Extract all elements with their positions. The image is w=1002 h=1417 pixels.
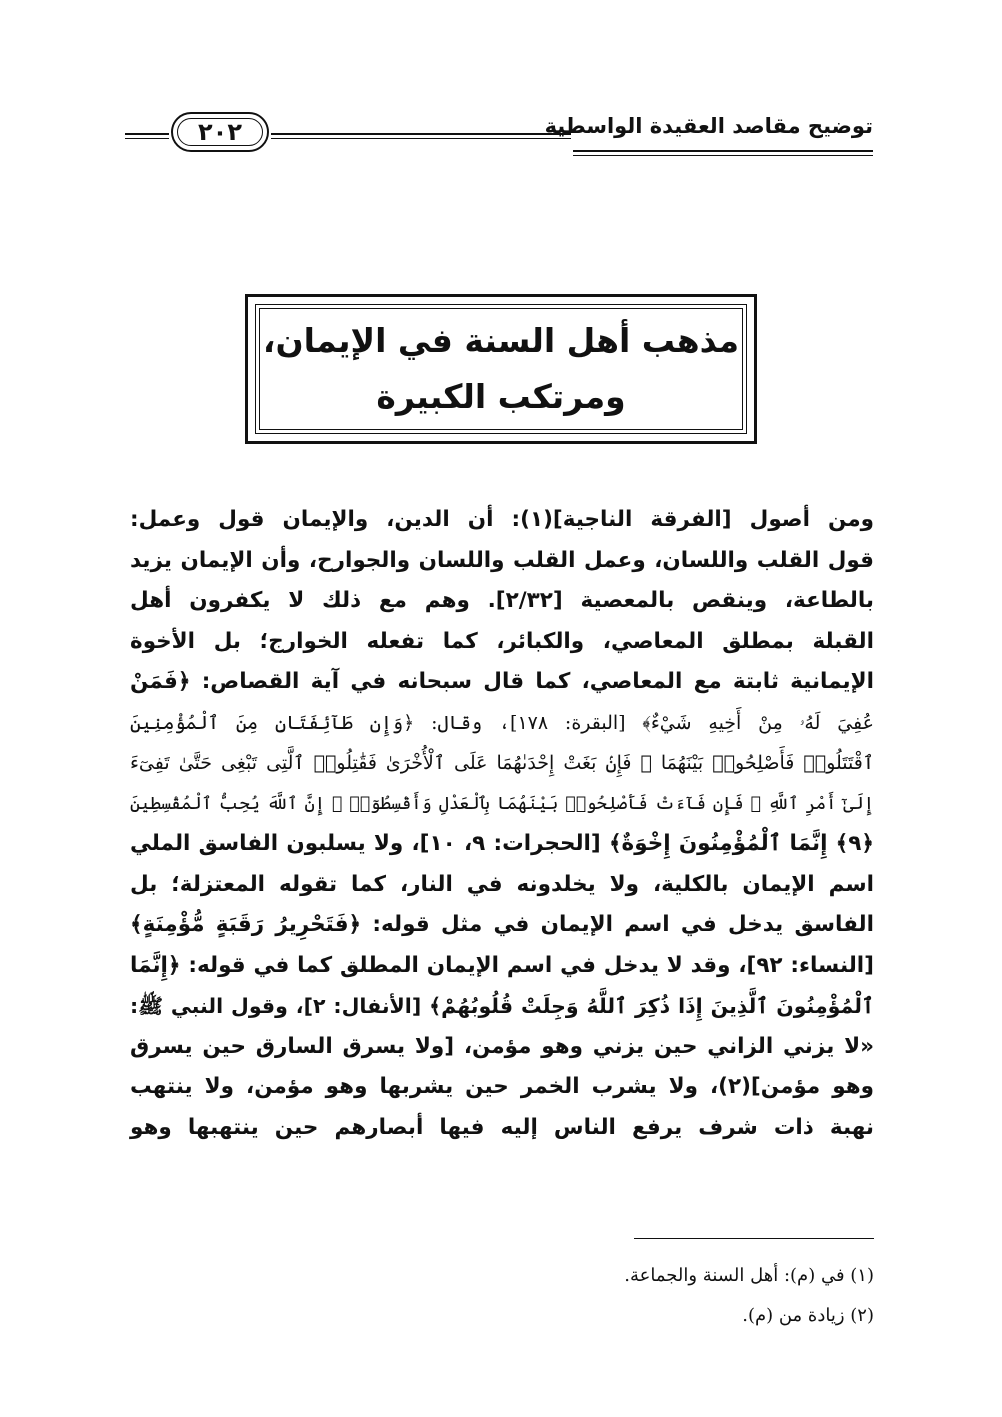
header-rule-left: [125, 133, 169, 139]
section-title: [248, 297, 754, 441]
body-line: الإيمانية ثابتة مع المعاصي، كما قال سبحانه في آية القصاص: ﴿فَمَنْ: [130, 669, 874, 694]
running-header: [125, 112, 873, 158]
book-title: توضيح مقاصد العقيدة الواسطية: [544, 114, 873, 138]
section-title-line-1: مذهب أهل السنة في الإيمان،: [262, 321, 740, 360]
body-line: اسم الإيمان بالكلية، ولا يخلدونه في النار، كما تقوله المعتزلة؛ بل: [130, 871, 874, 897]
page-number: ٢٠٢: [171, 112, 269, 152]
footnote-2: (٢) زيادة من (م).: [742, 1305, 874, 1326]
header-rule-right: [573, 150, 873, 156]
body-line: ﴿٩﴾ إِنَّمَا ٱلْمُؤْمِنُونَ إِخْوَةٌ﴾ [الحجرات: ٩، ١٠]، ولا يسلبون الفاسق الملي: [130, 831, 875, 856]
body-line: «لا يزني الزاني حين يزني وهو مؤمن، [ولا يسرق السارق حين يسرق: [130, 1033, 874, 1059]
section-title-line-2: ومرتكب الكبيرة: [376, 377, 626, 416]
header-rule-middle: [271, 133, 571, 139]
body-line-quran: إِلَىٰٓ أَمْرِ ٱللَّهِ ۚ فَإِن فَآءَتْ فَأَصْلِحُوا۟ بَيْنَهُمَا بِٱلْعَدْلِ وَأَقْسِطُوٓا۟ ۖ إِنَّ ٱللَّهَ يُحِبُّ ٱلْمُقْسِطِينَ: [130, 793, 874, 814]
footnotes: [274, 1256, 874, 1336]
body-line-quran: ٱقْتَتَلُوا۟ فَأَصْلِحُوا۟ بَيْنَهُمَا ۖ فَإِنۢ بَغَتْ إِحْدَىٰهُمَا عَلَى ٱلْأُخْرَىٰ فَقَٰتِلُوا۟ ٱلَّتِى تَبْغِى حَتَّىٰ تَفِىٓءَ: [130, 752, 874, 774]
body-line: نهبة ذات شرف يرفع الناس إليه فيها أبصارهم حين ينتهبها وهو: [130, 1114, 874, 1140]
body-line: قول القلب واللسان، وعمل القلب واللسان والجوارح، وأن الإيمان يزيد: [130, 547, 874, 573]
section-title-frame: [245, 294, 757, 444]
body-line: [النساء: ٩٢]، وقد لا يدخل في اسم الإيمان المطلق كما في قوله: ﴿إِنَّمَا: [130, 952, 874, 978]
footnote-separator: [634, 1238, 874, 1239]
body-line: بالطاعة، وينقص بالمعصية [٢/٣٢]. وهم مع ذلك لا يكفرون أهل: [130, 588, 874, 613]
body-line: القبلة بمطلق المعاصي، والكبائر، كما تفعله الخوارج؛ بل الأخوة: [130, 628, 874, 654]
body-line: الفاسق يدخل في اسم الإيمان في مثل قوله: ﴿فَتَحْرِيرُ رَقَبَةٍ مُّؤْمِنَةٍ﴾: [130, 912, 874, 937]
body-line: ومن أصول [الفرقة الناجية](١): أن الدين، والإيمان قول وعمل:: [130, 507, 875, 532]
body-line: وهو مؤمن](٢)، ولا يشرب الخمر حين يشربها وهو مؤمن، ولا ينتهب: [130, 1074, 875, 1099]
body-line: ٱلْمُؤْمِنُونَ ٱلَّذِينَ إِذَا ذُكِرَ ٱللَّهُ وَجِلَتْ قُلُوبُهُمْ﴾ [الأنفال: ٢]، وقول النبي ﷺ:: [130, 994, 874, 1018]
footnote-1: (١) في (م): أهل السنة والجماعة.: [624, 1265, 874, 1286]
body-line-quran: عُفِيَ لَهُۥ مِنْ أَخِيهِ شَيْءٌ﴾ [البقرة: ١٧٨]، وقال: ﴿وَإِن طَآئِفَتَانِ مِنَ ٱلْمُؤْمِنِينَ: [130, 711, 874, 734]
main-paragraph: [130, 500, 874, 1148]
